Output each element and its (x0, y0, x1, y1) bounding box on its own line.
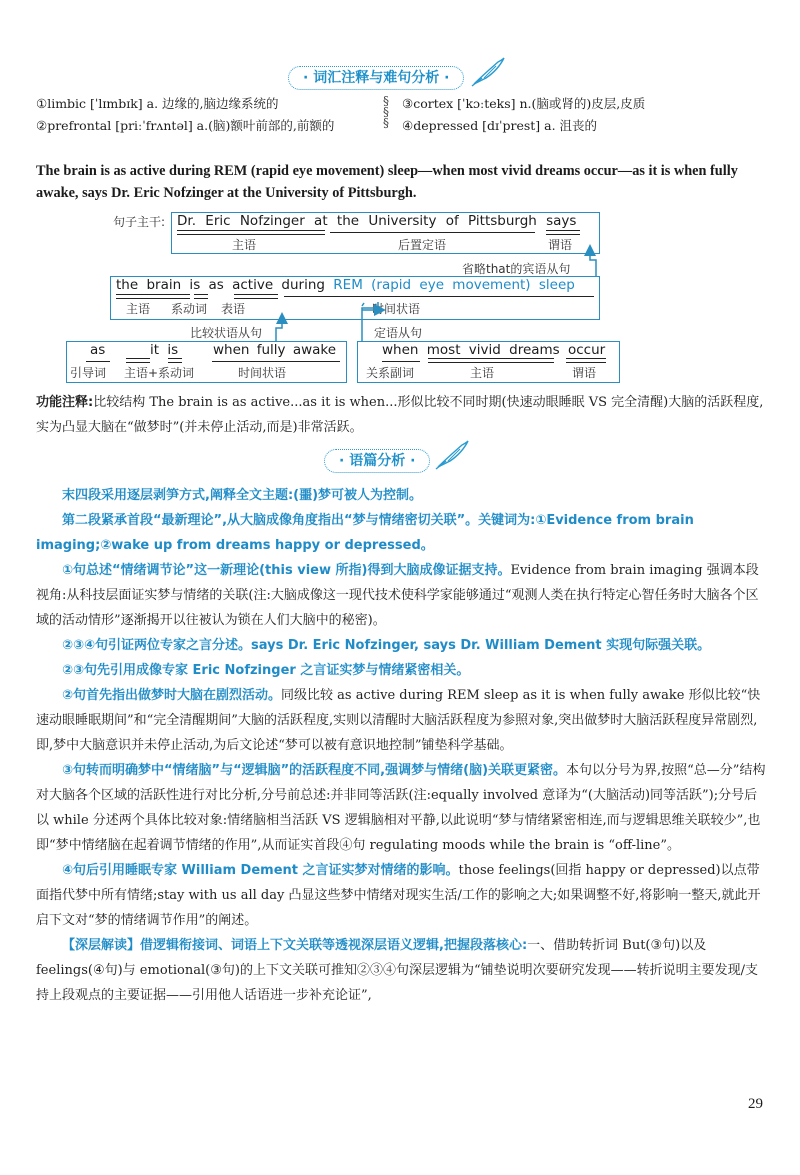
oc-role-verb: 系动词 (171, 302, 208, 316)
discourse-paragraph (36, 633, 770, 658)
vocab-item: ②prefrontal [priːˈfrʌntəl] a.(脑)额叶前部的,前额的 (36, 118, 335, 133)
discourse-paragraph (36, 683, 770, 758)
discourse-key-point: 【深层解读】借逻辑衔接词、词语上下文关联等透视深层语义逻辑,把握段落核心: (62, 938, 528, 953)
discourse-text: those feelings(回指 happy or depressed)以点带面指代梦中所有情绪;stay with us all day 凸显这些梦中情绪对现实生活/工作的影响之大;如果调整不好,将影响一整天,就此开启下文对“梦的情绪调节作用”的阐述。 (36, 863, 761, 928)
discourse-key-point: ③句转而明确梦中“情绪脑”与“逻辑脑”的活跃程度不同,强调梦与情绪(脑)关联更紧密。 (62, 763, 567, 778)
postmodifier-label: 后置定语 (398, 238, 447, 252)
oc-role-complement: 表语 (221, 302, 246, 316)
main-clause-label: 句子主干: (113, 215, 166, 229)
discourse-paragraph (36, 508, 770, 558)
when-fully-awake: when fully awake (213, 342, 337, 358)
function-note (36, 390, 770, 440)
quill-icon (468, 56, 508, 88)
comparative-clause-label: 比较状语从句 (190, 326, 263, 340)
main-clause-text: Dr. Eric Nofzinger at the University of Pittsburgh says (177, 213, 577, 229)
wc-role-0: 关系副词 (366, 366, 415, 380)
vocab-item: ④depressed [dɪˈprest] a. 沮丧的 (402, 118, 598, 133)
page-number: 29 (748, 1096, 763, 1112)
wc-role-2: 谓语 (572, 366, 597, 380)
predicate-label: 谓语 (548, 238, 573, 252)
quill-icon (432, 439, 472, 471)
discourse-key-point: ④句后引用睡眠专家 William Dement 之言证实梦对情绪的影响。 (62, 863, 459, 878)
diagram-arrows (0, 210, 800, 395)
time-adverbial-label: 时间状语 (372, 302, 421, 316)
function-note-label: 功能注释: (36, 395, 94, 410)
discourse-paragraph (36, 858, 770, 933)
discourse-key-point: ②句首先指出做梦时大脑在剧烈活动。 (62, 688, 282, 703)
discourse-key-point: ②③句先引用成像专家 Eric Nofzinger 之言证实梦与情绪紧密相关。 (62, 663, 470, 678)
discourse-key-point: 末四段采用逐层剥笋方式,阐释全文主题:(噩)梦可被人为控制。 (62, 488, 423, 503)
as-role-2: 时间状语 (238, 366, 287, 380)
discourse-paragraph (36, 658, 770, 683)
discourse-paragraph (36, 558, 770, 633)
as-role-1: 主语+系动词 (124, 366, 195, 380)
as-role-0: 引导词 (70, 366, 107, 380)
object-clause-time: REM (rapid eye movement) sleep (333, 277, 575, 293)
discourse-paragraph (36, 933, 770, 1008)
oc-role-subject: 主语 (126, 302, 151, 316)
discourse-paragraph (36, 758, 770, 858)
discourse-body (36, 483, 770, 1008)
discourse-section-header (0, 445, 800, 477)
discourse-key-point: ①句总述“情绪调节论”这一新理论(this view 所指)得到大脑成像证据支持。 (62, 563, 511, 578)
function-note-text: 比较结构 The brain is as active...as it is when...形似比较不同时期(快速动眼睡眠 VS 完全清醒)大脑的活跃程度,实为凸显大脑在“做梦时”(并未停止活动,而是)非常活跃。 (36, 395, 764, 435)
when-clause-text: when most vivid dreams occur (382, 342, 606, 358)
vocab-header-label: · 词汇注释与难句分析 · (288, 66, 464, 90)
discourse-header-label: · 语篇分析 · (324, 449, 430, 473)
column-divider: § § § (383, 94, 389, 130)
it-is-words: it is (150, 342, 179, 358)
wc-role-1: 主语 (470, 366, 495, 380)
as-word: as (90, 342, 106, 358)
discourse-text: 一、借助转折词 But(③句)以及 feelings(④句)与 emotional(③句)的上下文关联可推知②③④句深层逻辑为“铺垫说明次要研究发现——转折说明主要发现/支持上段观点的主要证据——引用他人话语进一步补充论证”, (36, 938, 758, 1003)
subject-label: 主语 (232, 238, 257, 252)
object-clause-main: the brain is as active during (116, 277, 334, 293)
vocab-section-header (0, 62, 800, 94)
discourse-text: Evidence from brain imaging 强调本段视角:从科技层面证实梦与情绪的关联(注:大脑成像这一现代技术使科学家能够通过“观测人类在执行特定心智任务时大脑各个区域的活动情形”逐渐揭开以往被认为锁在人们大脑中的秘密)。 (36, 563, 759, 628)
discourse-key-point: 第二段紧承首段“最新理论”,从大脑成像角度指出“梦与情绪密切关联”。关键词为:①Evidence from brain imaging;②wake up from dreams happy or depressed。 (36, 513, 694, 553)
discourse-key-point: ②③④句引证两位专家之言分述。says Dr. Eric Nofzinger, says Dr. William Dement 实现句际强关联。 (62, 638, 711, 653)
attributive-clause-label: 定语从句 (374, 326, 423, 340)
discourse-text: 同级比较 as active during REM sleep as it is when fully awake 形似比较“快速动眼睡眠期间”和“完全清醒期间”大脑的活跃程度,实则以清醒时大脑活跃程度为参照对象,突出做梦时大脑活跃程度异常剧烈,即,梦中大脑意识并未停止活动,为后文论述“梦可以被有意识地控制”铺垫科学基础。 (36, 688, 761, 753)
sentence-structure-diagram (0, 210, 800, 395)
vocab-item: ①limbic [ˈlɪmbɪk] a. 边缘的,脑边缘系统的 (36, 96, 279, 111)
vocab-item: ③cortex [ˈkɔːteks] n.(脑或肾的)皮层,皮质 (402, 96, 646, 111)
difficult-sentence: The brain is as active during REM (rapid eye movement) sleep—when most vivid dreams occur—as it is when fully awake, says Dr. Eric Nofzinger at the University of Pittsburgh. (36, 163, 738, 201)
discourse-paragraph (36, 483, 770, 508)
object-clause-note: 省略that的宾语从句 (462, 262, 571, 276)
discourse-text: 本句以分号为界,按照“总—分”结构对大脑各个区域的活跃性进行对比分析,分号前总述:并非同等活跃(注:equally involved 意译为“(大脑活动)同等活跃”);分号后以 while 分述两个具体比较对象:情绪脑相当活跃 VS 逻辑脑相对平静,以此说明“梦与情绪紧密相连,而与逻辑思维关联较少”,也即“梦中情绪脑在起着调节情绪的作用”,从而证实首段④句 regulating moods while the brain is “off-line”。 (36, 763, 766, 853)
